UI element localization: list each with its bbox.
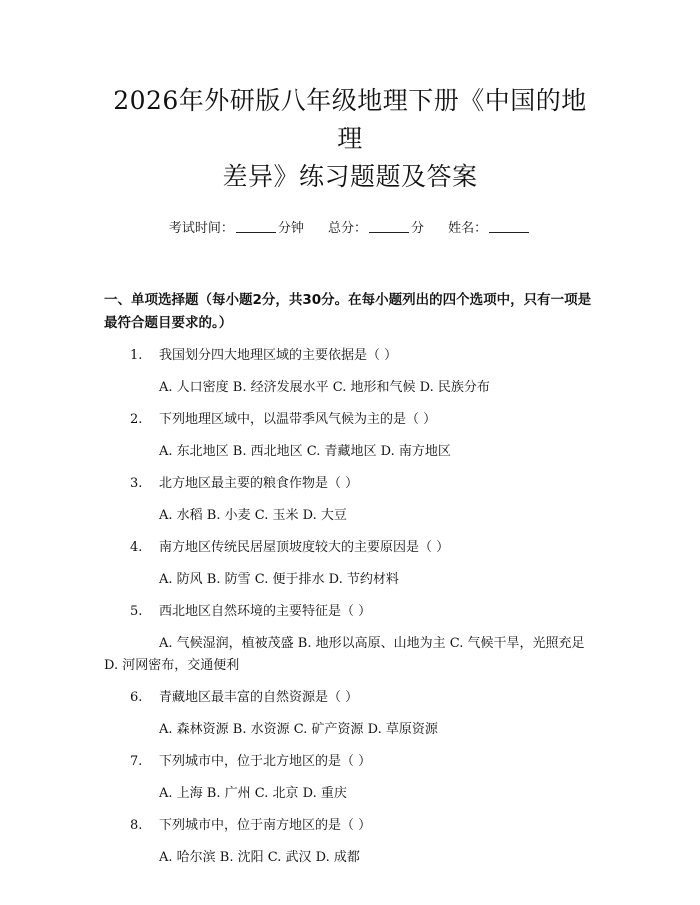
question-number: 3. — [130, 476, 143, 491]
exam-time-unit: 分钟 — [277, 221, 304, 236]
question-text: 下列城市中，位于北方地区的是（ ） — [159, 754, 372, 769]
question-options: A. 人口密度 B. 经济发展水平 C. 地形和气候 D. 民族分布 — [159, 380, 490, 395]
question-options: A. 东北地区 B. 西北地区 C. 青藏地区 D. 南方地区 — [159, 444, 451, 459]
exam-time-field — [169, 221, 308, 236]
question-text: 西北地区自然环境的主要特征是（ ） — [159, 604, 372, 619]
question-stem — [104, 815, 596, 837]
question-number: 6. — [130, 690, 143, 705]
question-stem — [104, 751, 596, 773]
question-item — [104, 345, 596, 399]
question-number: 2. — [130, 412, 143, 427]
total-score-field — [328, 221, 428, 236]
page-title — [104, 0, 596, 196]
section-heading-single-choice: 一、单项选择题（每小题2分，共30分。在每小题列出的四个选项中，只有一项是最符合题目要求的。） — [104, 292, 592, 331]
question-item — [104, 409, 596, 463]
total-score-label: 总分： — [327, 221, 367, 236]
question-stem — [104, 687, 596, 709]
exam-time-label: 考试时间： — [168, 221, 234, 236]
total-score-blank — [369, 218, 409, 233]
question-text: 北方地区最主要的粮食作物是（ ） — [159, 476, 359, 491]
question-stem — [104, 601, 596, 623]
exam-info — [104, 218, 596, 239]
question-number: 4. — [130, 540, 143, 555]
question-stem — [104, 473, 596, 495]
student-name-blank — [489, 218, 529, 233]
question-options: A. 气候湿润，植被茂盛 B. 地形以高原、山地为主 C. 气候干旱，光照充足 D. 河网密布，交通便利 — [104, 636, 585, 673]
question-options: A. 防风 B. 防雪 C. 便于排水 D. 节约材料 — [159, 572, 399, 587]
question-options: A. 森林资源 B. 水资源 C. 矿产资源 D. 草原资源 — [159, 722, 438, 737]
student-name-field — [448, 221, 531, 236]
question-number: 8. — [130, 818, 143, 833]
question-item — [104, 601, 596, 677]
question-options: A. 哈尔滨 B. 沈阳 C. 武汉 D. 成都 — [159, 850, 360, 865]
title-line-1: 2026年外研版八年级地理下册《中国的地理 — [113, 86, 587, 153]
question-number: 5. — [130, 604, 143, 619]
question-text: 我国划分四大地理区域的主要依据是（ ） — [159, 348, 398, 363]
question-text: 下列城市中，位于南方地区的是（ ） — [159, 818, 372, 833]
title-line-2: 差异》练习题题及答案 — [222, 162, 478, 191]
question-item — [104, 815, 596, 869]
question-text: 青藏地区最丰富的自然资源是（ ） — [159, 690, 359, 705]
question-number: 7. — [130, 754, 143, 769]
question-item — [104, 537, 596, 591]
question-stem — [104, 409, 596, 431]
question-text: 南方地区传统民居屋顶坡度较大的主要原因是（ ） — [159, 540, 450, 555]
question-number: 1. — [130, 348, 143, 363]
question-text: 下列地理区域中，以温带季风气候为主的是（ ） — [159, 412, 437, 427]
question-item — [104, 687, 596, 741]
question-options: A. 水稻 B. 小麦 C. 玉米 D. 大豆 — [159, 508, 347, 523]
question-stem — [104, 537, 596, 559]
student-name-label: 姓名： — [448, 221, 488, 236]
exam-time-blank — [236, 218, 276, 233]
question-options: A. 上海 B. 广州 C. 北京 D. 重庆 — [159, 786, 347, 801]
total-score-unit: 分 — [411, 221, 425, 236]
question-item — [104, 473, 596, 527]
question-stem — [104, 345, 596, 367]
question-item — [104, 751, 596, 805]
